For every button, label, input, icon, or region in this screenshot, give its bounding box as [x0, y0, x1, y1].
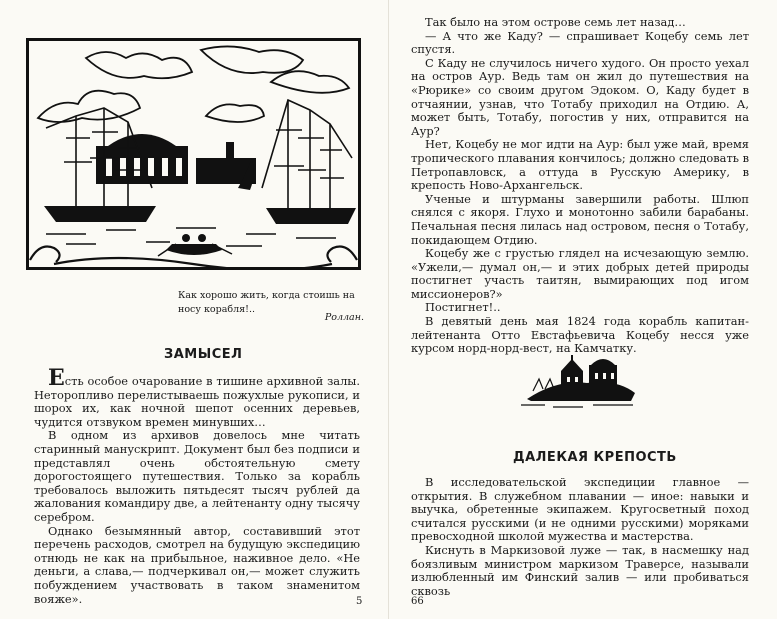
- paragraph: В одном из архивов довелось мне читать старинный манускрипт. Документ был без подписи и представлял очень обстоятельную смету дорогостоящего путешествия. Только за корабль требовалось выложить пятьдесят тысяч рублей да жалования командиру две, а лейтенанту одну тысячу серебром.: [34, 428, 360, 524]
- paragraph: Однако безымянный автор, составивший этот перечень расходов, смотрел на будущую экспедицию отнюдь не как на прибыльное, наживное дело. «Не деньги, а слава,— подчеркивал он,— может служить побуждением участвовать в таком знаменитом вояже».: [34, 523, 360, 606]
- right-body-text: [411, 16, 749, 356]
- page-number: 66: [411, 596, 424, 607]
- epigraph-text: Как хорошо жить, когда стоишь на носу корабля!..: [178, 290, 355, 315]
- right-chapter-text: [411, 476, 749, 598]
- paragraph: Постигнет!..: [425, 300, 501, 315]
- paragraph: В девятый день мая 1824 года корабль капитан-лейтенанта Отто Евстафьевича Коцебу несся уже курсом норд-норд-вест, на Камчатку.: [411, 314, 749, 356]
- paragraph: Нет, Коцебу не мог идти на Аур: был уже май, время тропического плавания кончилось; должно следовать в Петропавловск, а оттуда в Русскую Америку, в крепость Ново-Архангельск.: [411, 137, 749, 193]
- page-number: 5: [356, 596, 363, 607]
- chapter-title: ДАЛЕКАЯ КРЕПОСТЬ: [513, 450, 677, 465]
- fortress-vignette-illustration: [519, 349, 639, 411]
- epigraph-author: Роллан.: [324, 312, 364, 323]
- paragraph: Есть особое очарование в тишине архивной залы. Неторопливо перелистываешь пожухлые рукописи, и шорох их, как ночной шепот осенних деревьев, чудится отзвуком времен минувших…: [34, 365, 360, 429]
- left-body-text: [34, 365, 363, 607]
- paragraph: — А что же Каду? — спрашивает Коцебу семь лет спустя.: [411, 28, 749, 57]
- paragraph: Ученые и штурманы завершили работы. Шлюп снялся с якоря. Глухо и монотонно забили барабаны. Печальная песня лилась над островом, песня о Тотабу, покидающем Отдию.: [411, 191, 749, 247]
- chapter-title: ЗАМЫСЕЛ: [164, 347, 243, 362]
- paragraph: Коцебу же с грустью глядел на исчезающую землю. «Ужели,— думал он,— и этих добрых детей природы постигнет участь таитян, вымирающих под игом миссионеров?»: [411, 246, 749, 301]
- paragraph: Так было на этом острове семь лет назад…: [425, 15, 686, 29]
- paragraph: Киснуть в Маркизовой луже — так, в насмешку над боязливым министром маркизом Траверсе, называли излюбленный им Финский залив — или пробиваться сквозь: [411, 542, 749, 598]
- left-page: [0, 0, 388, 619]
- right-page: [389, 0, 777, 619]
- paragraph: В исследовательской экспедиции главное — открытия. В служебном плавании — иное: навыки и выучка, обретенные экипажем. Кругосветный поход считался русскими (и не одними русскими) моряками превосходной школой мужества и мастерства.: [411, 475, 749, 544]
- harbor-ships-illustration: [26, 38, 361, 270]
- paragraph: С Каду не случилось ничего худого. Он просто уехал на остров Аур. Ведь там он жил до путешествия на «Рюрике» со своим другом Эдоком. О, Каду будет в отчаянии, узнав, что Тотабу приходил на Отдию. А, может быть, Тотабу, погостив у них, отправится на Аур?: [411, 55, 749, 138]
